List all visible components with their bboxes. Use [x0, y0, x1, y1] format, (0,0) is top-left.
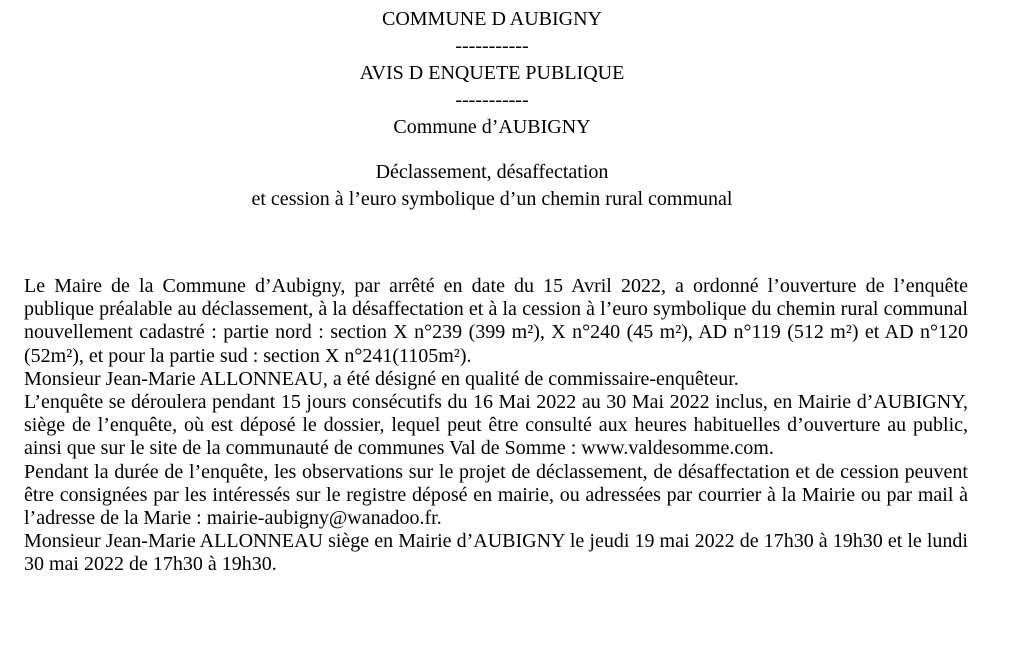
notice-header	[0, 6, 984, 213]
subject-line-2: et cession à l’euro symbolique d’un chemin rural communal	[251, 188, 733, 210]
header-spacer	[0, 141, 984, 159]
paragraph-commissioner: Monsieur Jean-Marie ALLONNEAU, a été désigné en qualité de commissaire-enquêteur.	[24, 367, 739, 390]
notice-body	[24, 275, 968, 577]
paragraph-sessions: Monsieur Jean-Marie ALLONNEAU siège en Mairie d’AUBIGNY le jeudi 19 mai 2022 de 17h30 à 19h30 et le lundi 30 mai 2022 de 17h30 à 19h30.	[24, 530, 968, 576]
paragraph-decree: Le Maire de la Commune d’Aubigny, par arrêté en date du 15 Avril 2022, a ordonné l’ouverture de l’enquête publique préalable au déclassement, à la désaffectation et à la cession à l’euro symbolique du chemin rural communal nouvellement cadastré : partie nord : section X n°239 (399 m²), X n°240 (45 m²), AD n°119 (512 m²) et AD n°120 (52m²), et pour la partie sud : section X n°241(1105m²).	[24, 275, 968, 367]
subject-line-1: Déclassement, désaffectation	[375, 161, 609, 183]
separator-line: -----------	[455, 89, 529, 111]
commune-subtitle: Commune d’AUBIGNY	[393, 116, 591, 138]
notice-title: AVIS D ENQUETE PUBLIQUE	[359, 62, 625, 84]
paragraph-observations: Pendant la durée de l’enquête, les observations sur le projet de déclassement, de désaffectation et de cession peuvent être consignées par les intéressés sur le registre déposé en mairie, ou adressées par courrier à la Mairie ou par mail à l’adresse de la Marie : mairie-aubigny@wanadoo.fr.	[24, 460, 968, 530]
separator-line: -----------	[455, 35, 529, 57]
commune-title: COMMUNE D AUBIGNY	[381, 8, 602, 30]
paragraph-schedule: L’enquête se déroulera pendant 15 jours consécutifs du 16 Mai 2022 au 30 Mai 2022 inclus, en Mairie d’AUBIGNY, siège de l’enquête, où est déposé le dossier, lequel peut être consulté aux heures habituelles d’ouverture au public, ainsi que sur le site de la communauté de communes Val de Somme : www.valdesomme.com.	[24, 391, 968, 460]
